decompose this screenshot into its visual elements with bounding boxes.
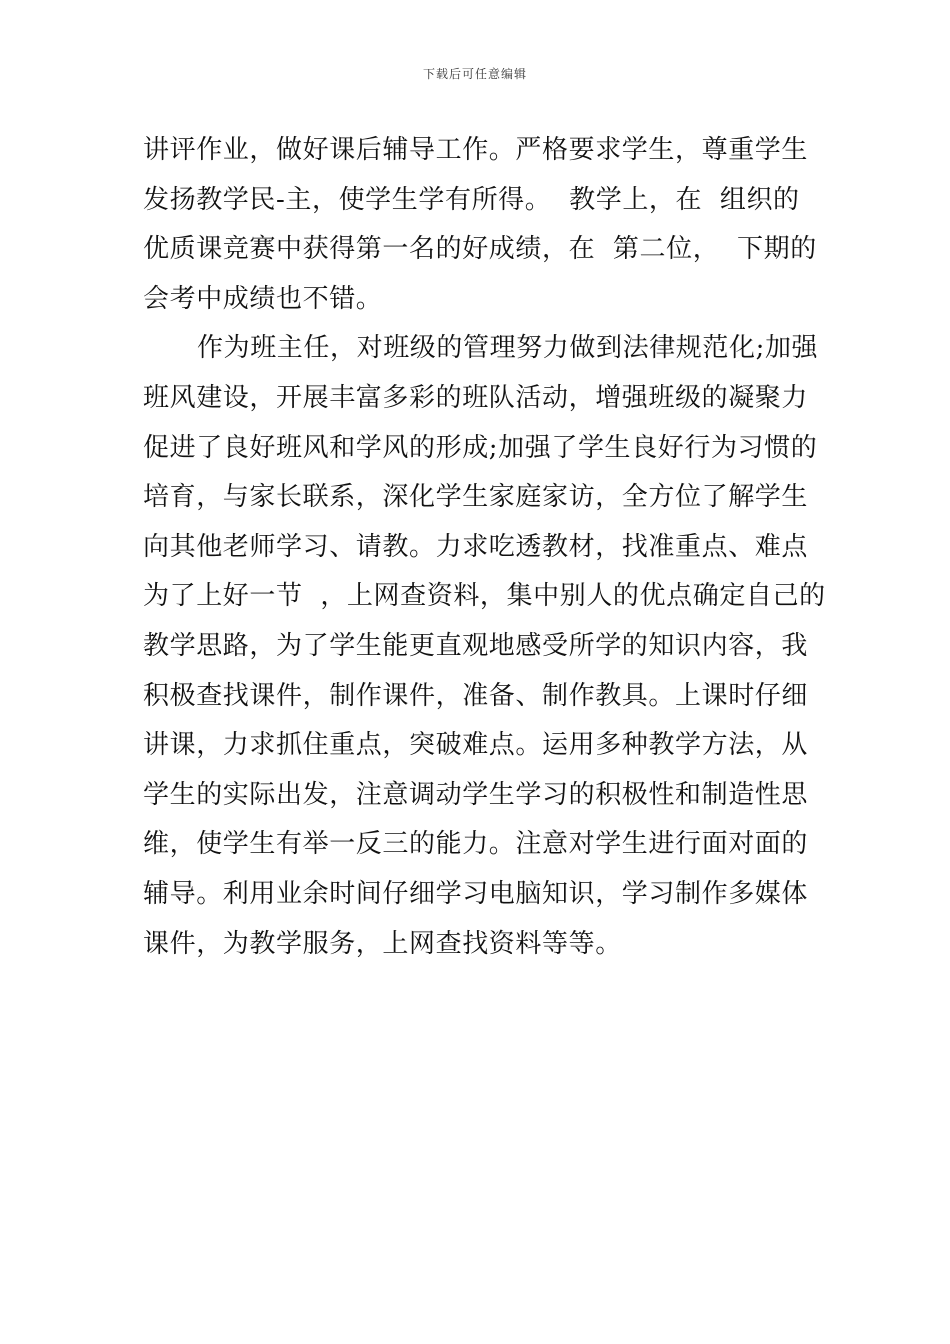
paragraph-2 (143, 324, 826, 969)
text-line: 为了上好一节 ，上网查资料，集中别人的优点确定自己的 (143, 581, 826, 612)
text-line: 培育，与家长联系，深化学生家庭家访，全方位了解学生 (143, 482, 809, 513)
text-line: 会考中成绩也不错。 (143, 283, 383, 314)
text-line: 维，使学生有举一反三的能力。注意对学生进行面对面的 (143, 829, 809, 860)
text-line: 向其他老师学习、请教。力求吃透教材，找准重点、难点 (143, 531, 809, 562)
paragraph-1 (143, 126, 817, 324)
page-header: 下载后可任意编辑 (422, 67, 527, 81)
text-line: 优质课竞赛中获得第一名的好成绩，在 第二位， 下期的 (143, 234, 817, 265)
document-body (143, 126, 826, 969)
text-line: 辅导。利用业余时间仔细学习电脑知识，学习制作多媒体 (143, 878, 809, 909)
text-line: 课件，为教学服务，上网查找资料等等。 (143, 928, 622, 959)
text-line: 学生的实际出发，注意调动学生学习的积极性和制造性思 (143, 779, 809, 810)
text-line: 发扬教学民-主，使学生学有所得。 教学上，在 组织的 (143, 184, 800, 215)
text-line: 作为班主任，对班级的管理努力做到法律规范化;加强 (197, 333, 819, 364)
text-line: 班风建设，开展丰富多彩的班队活动，增强班级的凝聚力 (143, 382, 809, 413)
text-line: 积极查找课件，制作课件，准备、制作教具。上课时仔细 (143, 680, 809, 711)
text-line: 教学思路，为了学生能更直观地感受所学的知识内容，我 (143, 630, 809, 661)
text-line: 讲评作业，做好课后辅导工作。严格要求学生，尊重学生 (143, 135, 809, 165)
text-line: 讲课，力求抓住重点，突破难点。运用多种教学方法，从 (143, 730, 809, 761)
text-line: 促进了良好班风和学风的形成;加强了学生良好行为习惯的 (143, 432, 818, 463)
